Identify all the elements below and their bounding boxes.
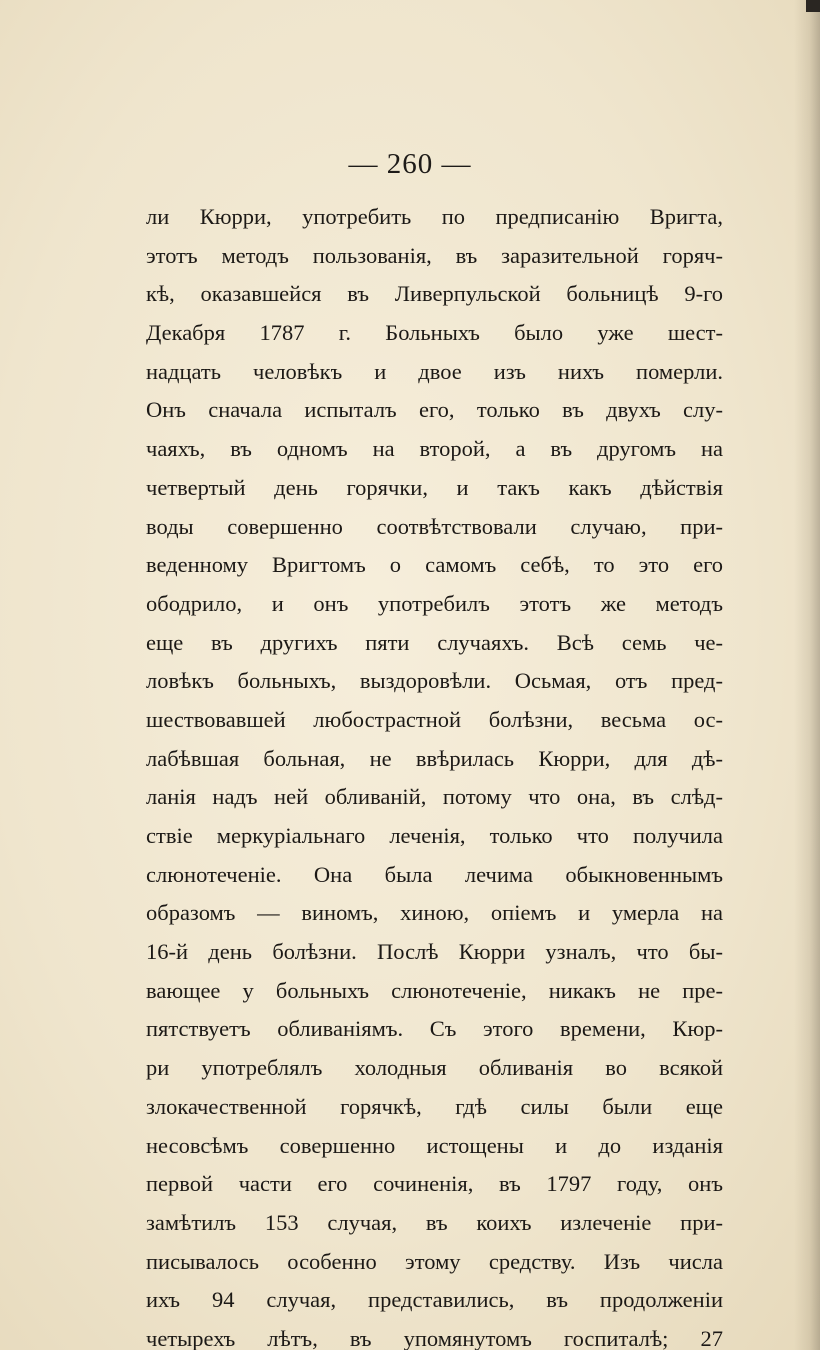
text-line: надцать человѣкъ и двое изъ нихъ померли. [146, 358, 723, 384]
text-line: этотъ методъ пользованія, въ заразительной горяч- [146, 242, 723, 268]
text-line: писывалось особенно этому средству. Изъ числа [146, 1248, 723, 1274]
body-text [146, 198, 723, 1350]
text-line: 16-й день болѣзни. Послѣ Кюрри узналъ, что бы- [146, 939, 723, 965]
corner-mark [806, 0, 820, 12]
text-line: шествовавшей любострастной болѣзни, весьма ос- [146, 706, 723, 732]
text-line: воды совершенно соотвѣтствовали случаю, при- [146, 513, 723, 539]
text-line: ли Кюрри, употребить по предписанію Вригта, [146, 204, 723, 229]
page-edge-shadow [794, 0, 820, 1350]
text-line: несовсѣмъ совершенно истощены и до изданія [146, 1132, 723, 1158]
text-line: ланія надъ ней обливаній, потому что она, въ слѣд- [146, 784, 723, 810]
text-line: первой части его сочиненія, въ 1797 году, онъ [146, 1171, 723, 1197]
text-line: слюнотеченіе. Она была лечима обыкновеннымъ [146, 861, 723, 887]
text-line: ихъ 94 случая, представились, въ продолженіи [146, 1287, 723, 1313]
text-line: ри употреблялъ холодныя обливанія во всякой [146, 1055, 723, 1081]
text-line: четвертый день горячки, и такъ какъ дѣйствія [146, 474, 723, 500]
text-line: кѣ, оказавшейся въ Ливерпульской больницѣ 9-го [146, 281, 723, 307]
page-number: — 260 — [348, 148, 472, 180]
text-line: чаяхъ, въ одномъ на второй, а въ другомъ на [146, 436, 723, 462]
text-line: злокачественной горячкѣ, гдѣ силы были еще [146, 1093, 723, 1119]
text-line: образомъ — виномъ, хиною, опіемъ и умерла на [146, 900, 723, 926]
text-line: лабѣвшая больная, не ввѣрилась Кюрри, для дѣ- [146, 745, 723, 771]
text-line: Декабря 1787 г. Больныхъ было уже шест- [146, 320, 723, 346]
text-line: ловѣкъ больныхъ, выздоровѣли. Осьмая, отъ пред- [146, 668, 723, 694]
text-line: вающее у больныхъ слюнотеченіе, никакъ не пре- [146, 977, 723, 1003]
text-line: ободрило, и онъ употребилъ этотъ же методъ [146, 590, 723, 616]
text-line: четырехъ лѣтъ, въ упомянутомъ госпиталѣ; 27 [146, 1325, 723, 1350]
text-line: пятствуетъ обливаніямъ. Съ этого времени, Кюр- [146, 1016, 723, 1042]
text-line: ствіе меркуріальнаго леченія, только что получила [146, 823, 723, 848]
text-line: Онъ сначала испыталъ его, только въ двухъ слу- [146, 397, 723, 423]
text-line: еще въ другихъ пяти случаяхъ. Всѣ семь че- [146, 629, 723, 655]
text-line: веденному Вригтомъ о самомъ себѣ, то это его [146, 552, 723, 578]
text-line: замѣтилъ 153 случая, въ коихъ излеченіе при- [146, 1209, 723, 1235]
